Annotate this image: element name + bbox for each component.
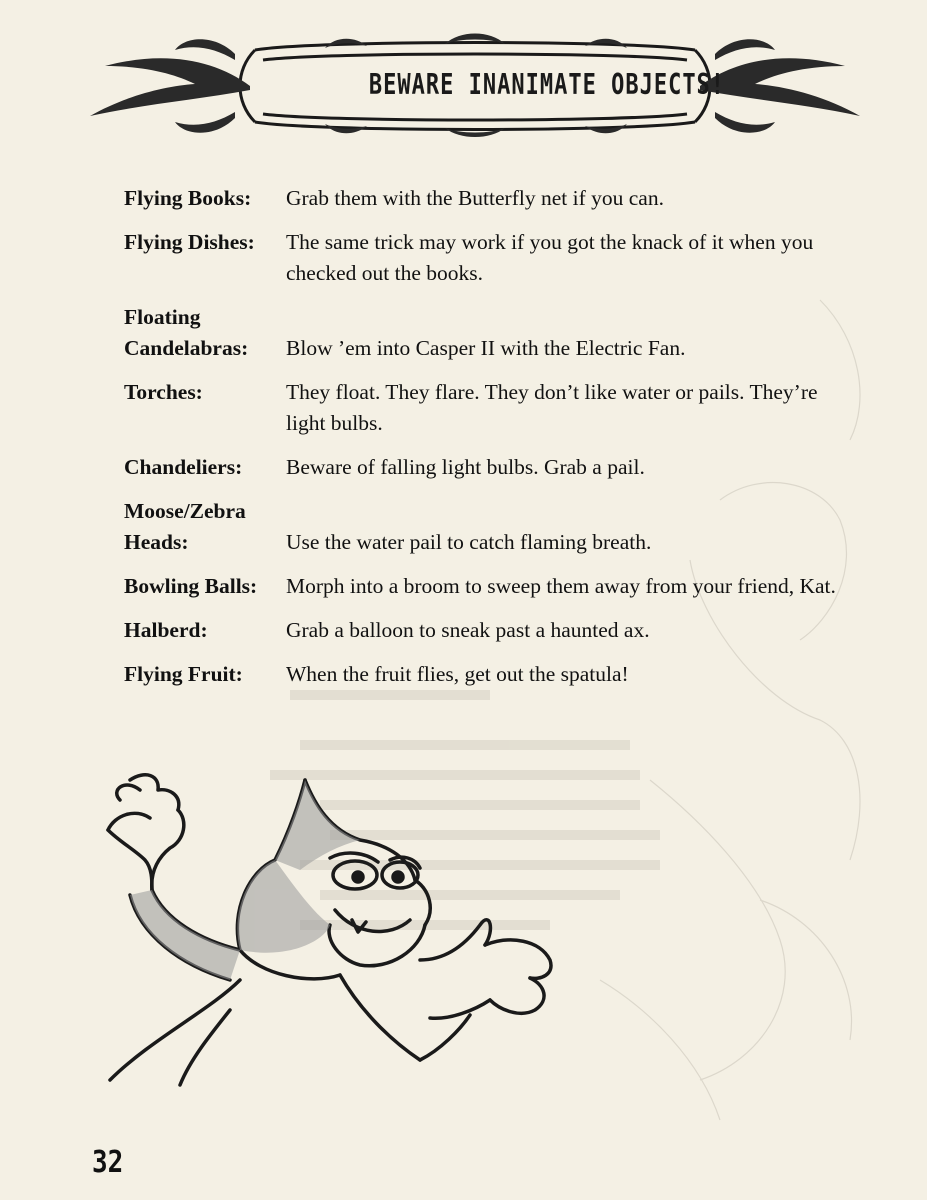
entry-definition: The same trick may work if you got the knack of it when you checked out the books.: [286, 230, 814, 285]
entry-definition: Blow ’em into Casper II with the Electric Fan.: [286, 336, 686, 360]
entry-term: Flying Fruit:: [124, 662, 243, 686]
entry-term: Flying Books:: [124, 186, 252, 210]
entry-term: Torches:: [124, 380, 203, 404]
entry-definition: Use the water pail to catch flaming breath.: [286, 530, 652, 554]
ghost-character-illustration-icon: [90, 760, 570, 1090]
entry-definition: Grab a balloon to sneak past a haunted ax.: [286, 618, 650, 642]
entry-term: Halberd:: [124, 618, 208, 642]
list-item: [124, 452, 844, 483]
entry-term: Moose/Zebra Heads:: [124, 499, 246, 554]
list-item: [124, 496, 844, 558]
entries-list: [124, 183, 844, 703]
entry-definition: Beware of falling light bulbs. Grab a pail.: [286, 455, 645, 479]
entry-term: Chandeliers:: [124, 455, 243, 479]
entry-definition: Morph into a broom to sweep them away from your friend, Kat.: [286, 574, 836, 598]
list-item: [124, 615, 844, 646]
list-item: [124, 227, 844, 289]
list-item: [124, 571, 844, 602]
page-number: 32: [92, 1145, 124, 1181]
entry-definition: Grab them with the Butterfly net if you can.: [286, 186, 664, 210]
list-item: [124, 659, 844, 690]
header-banner: [85, 30, 865, 140]
entry-definition: When the fruit flies, get out the spatula!: [286, 662, 629, 686]
entry-term: Flying Dishes:: [124, 230, 255, 254]
entry-term: Floating Candelabras:: [124, 305, 249, 360]
list-item: [124, 183, 844, 214]
entry-definition: They float. They flare. They don’t like water or pails. They’re light bulbs.: [286, 380, 818, 435]
page-title: BEWARE INANIMATE OBJECTS!: [368, 68, 726, 102]
entry-term: Bowling Balls:: [124, 574, 258, 598]
list-item: [124, 302, 844, 364]
list-item: [124, 377, 844, 439]
